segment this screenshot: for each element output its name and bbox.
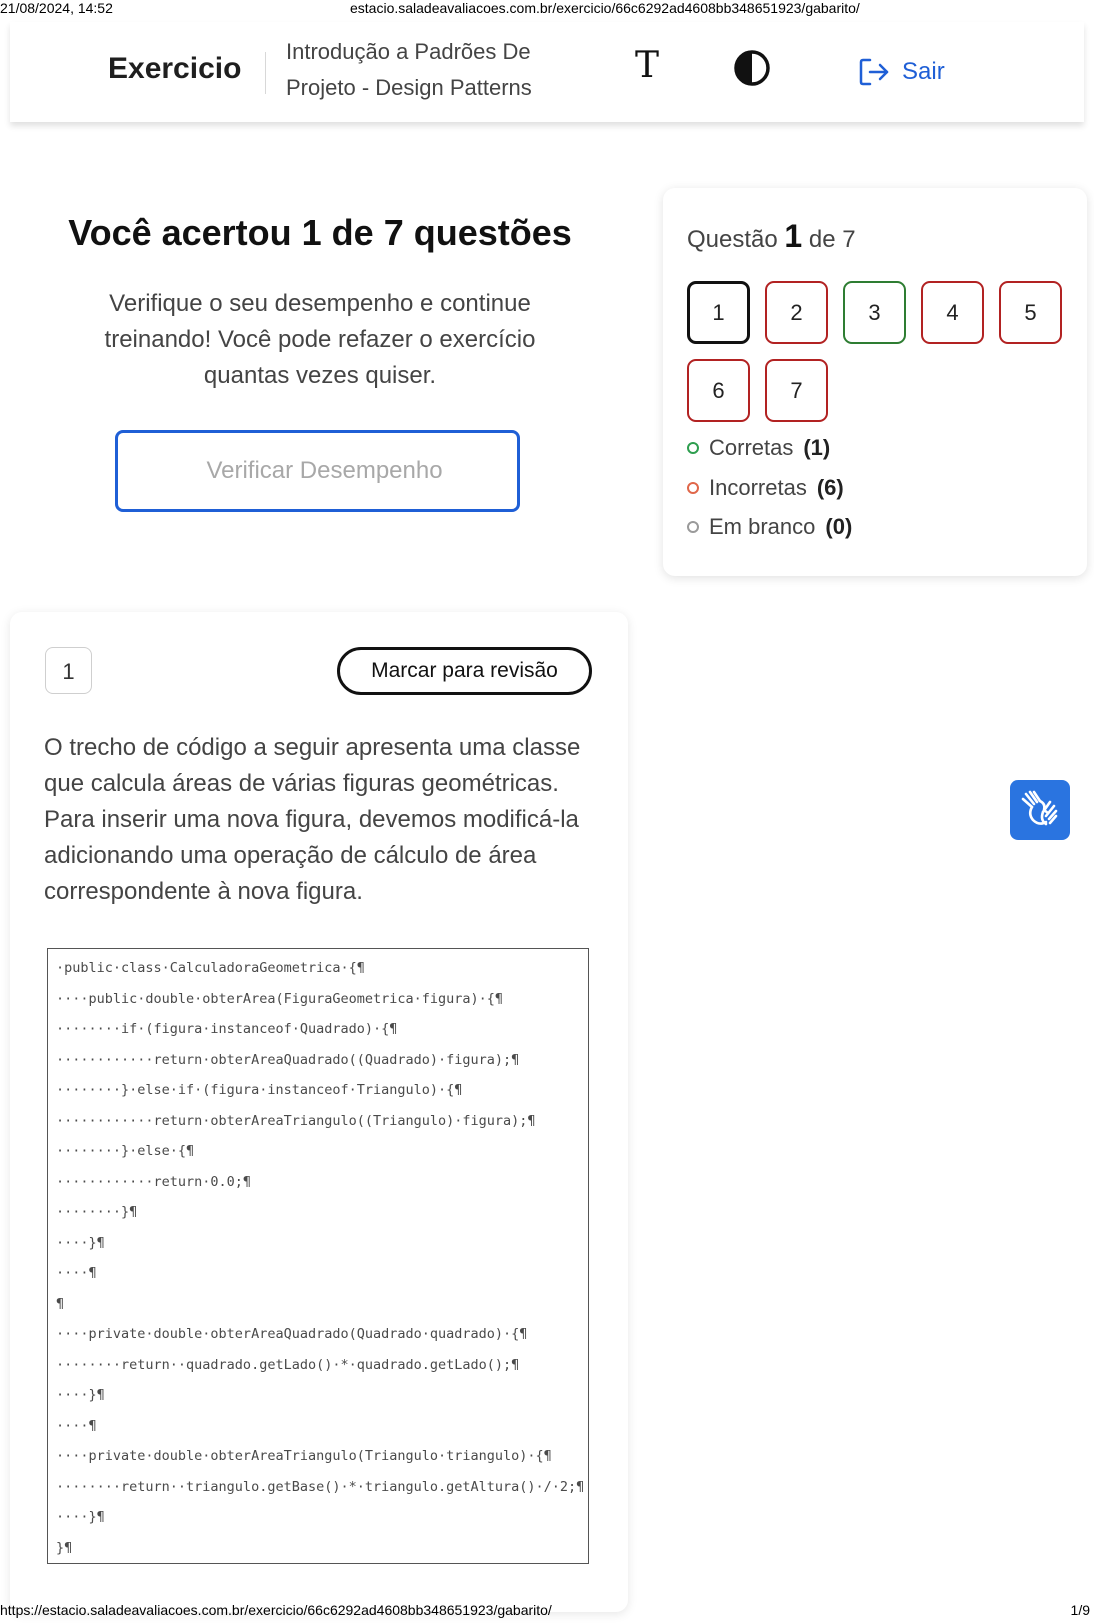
legend-label: Incorretas — [709, 475, 807, 500]
code-line: ¶ — [56, 1295, 65, 1312]
top-bar — [10, 22, 1084, 122]
sign-language-icon — [1010, 780, 1070, 840]
question-nav-button-1[interactable]: 1 — [687, 281, 750, 344]
code-line: ····¶ — [56, 1265, 97, 1281]
question-counter-suffix: de 7 — [808, 226, 856, 253]
course-title-line1: Introdução a Padrões De — [286, 39, 531, 64]
header-divider — [265, 52, 266, 94]
code-line: ····private·double·obterAreaTriangulo(Triangulo·triangulo)·{¶ — [56, 1448, 552, 1464]
legend-label: Em branco — [709, 514, 816, 539]
font-size-icon[interactable]: T — [634, 45, 659, 86]
question-counter-prefix: Questão — [687, 226, 778, 253]
mark-for-review-button[interactable]: Marcar para revisão — [337, 647, 592, 695]
legend-item — [687, 475, 1067, 501]
code-line: ········if·(figura·instanceof·Quadrado)·{¶ — [56, 1021, 398, 1037]
code-line: ········}¶ — [56, 1204, 138, 1220]
question-counter-current: 1 — [784, 218, 803, 254]
logout-icon — [858, 57, 890, 87]
print-header — [0, 0, 1094, 20]
course-title-line2: Projeto - Design Patterns — [286, 75, 532, 100]
code-line: ············return·obterAreaQuadrado((Quadrado)·figura);¶ — [56, 1051, 520, 1068]
code-line: ········}·else·{¶ — [56, 1143, 195, 1159]
question-nav-button-4[interactable]: 4 — [921, 281, 984, 344]
result-title: Você acertou 1 de 7 questões — [68, 212, 572, 253]
code-line: ········return··triangulo.getBase()·*·triangulo.getAltura()·/·2;¶ — [56, 1478, 585, 1495]
code-line: ········return··quadrado.getLado()·*·quadrado.getLado();¶ — [56, 1356, 520, 1373]
legend-dot-icon — [687, 442, 699, 454]
code-line: ·public·class·CalculadoraGeometrica·{¶ — [56, 960, 365, 976]
code-line: ············return·0.0;¶ — [56, 1173, 252, 1190]
legend-count: (6) — [816, 475, 844, 500]
sign-language-button[interactable] — [1010, 780, 1070, 840]
verify-performance-button[interactable]: Verificar Desempenho — [115, 430, 520, 512]
question-nav-button-7[interactable]: 7 — [765, 359, 828, 422]
question-text: O trecho de código a seguir apresenta uma classe que calcula áreas de várias figuras geométricas. Para inserir uma nova figura, devemos modificá-la adicionando uma operação de cálculo de área correspondente à nova figura. — [44, 734, 581, 905]
question-card — [10, 612, 628, 1612]
code-line: ····¶ — [56, 1417, 97, 1434]
code-snippet — [47, 948, 589, 1564]
legend-count: (1) — [803, 435, 831, 460]
question-nav-button-2[interactable]: 2 — [765, 281, 828, 344]
legend-count: (0) — [825, 514, 853, 539]
code-line: ········}·else·if·(figura·instanceof·Triangulo)·{¶ — [56, 1082, 463, 1098]
code-line: ····private·double·obterAreaQuadrado(Quadrado·quadrado)·{¶ — [56, 1326, 528, 1342]
code-line: ····}¶ — [56, 1234, 105, 1251]
logout-button[interactable] — [858, 54, 945, 90]
course-title — [286, 34, 586, 106]
question-nav-button-6[interactable]: 6 — [687, 359, 750, 422]
question-navigator — [663, 188, 1087, 576]
result-message: Verifique o seu desempenho e continue treinando! Você pode refazer o exercício quantas vezes quiser. — [104, 290, 536, 389]
question-counter — [687, 218, 856, 255]
legend-item — [687, 435, 1067, 461]
code-line: ············return·obterAreaTriangulo((Triangulo)·figura);¶ — [56, 1112, 536, 1129]
code-line: ····}¶ — [56, 1387, 105, 1403]
question-number: 1 — [45, 647, 92, 694]
question-nav-button-3[interactable]: 3 — [843, 281, 906, 344]
contrast-icon[interactable] — [732, 48, 772, 88]
print-footer — [0, 1602, 1094, 1622]
logout-label: Sair — [902, 58, 945, 85]
code-line: ····public·double·obterArea(FiguraGeometrica·figura)·{¶ — [56, 990, 504, 1007]
question-nav-button-5[interactable]: 5 — [999, 281, 1062, 344]
brand-title: Exercicio — [108, 52, 242, 85]
print-page-number: 1/9 — [1070, 1602, 1090, 1618]
legend-label: Corretas — [709, 435, 794, 460]
legend-item — [687, 514, 1067, 540]
legend-dot-icon — [687, 482, 699, 494]
legend-dot-icon — [687, 521, 699, 533]
code-line: }¶ — [56, 1539, 73, 1556]
code-line: ····}¶ — [56, 1509, 105, 1525]
print-footer-url: https://estacio.saladeavaliacoes.com.br/exercicio/66c6292ad4608bb348651923/gabarito/ — [0, 1602, 552, 1618]
print-url: estacio.saladeavaliacoes.com.br/exercicio/66c6292ad4608bb348651923/gabarito/ — [350, 0, 860, 16]
print-datetime: 21/08/2024, 14:52 — [0, 0, 113, 16]
